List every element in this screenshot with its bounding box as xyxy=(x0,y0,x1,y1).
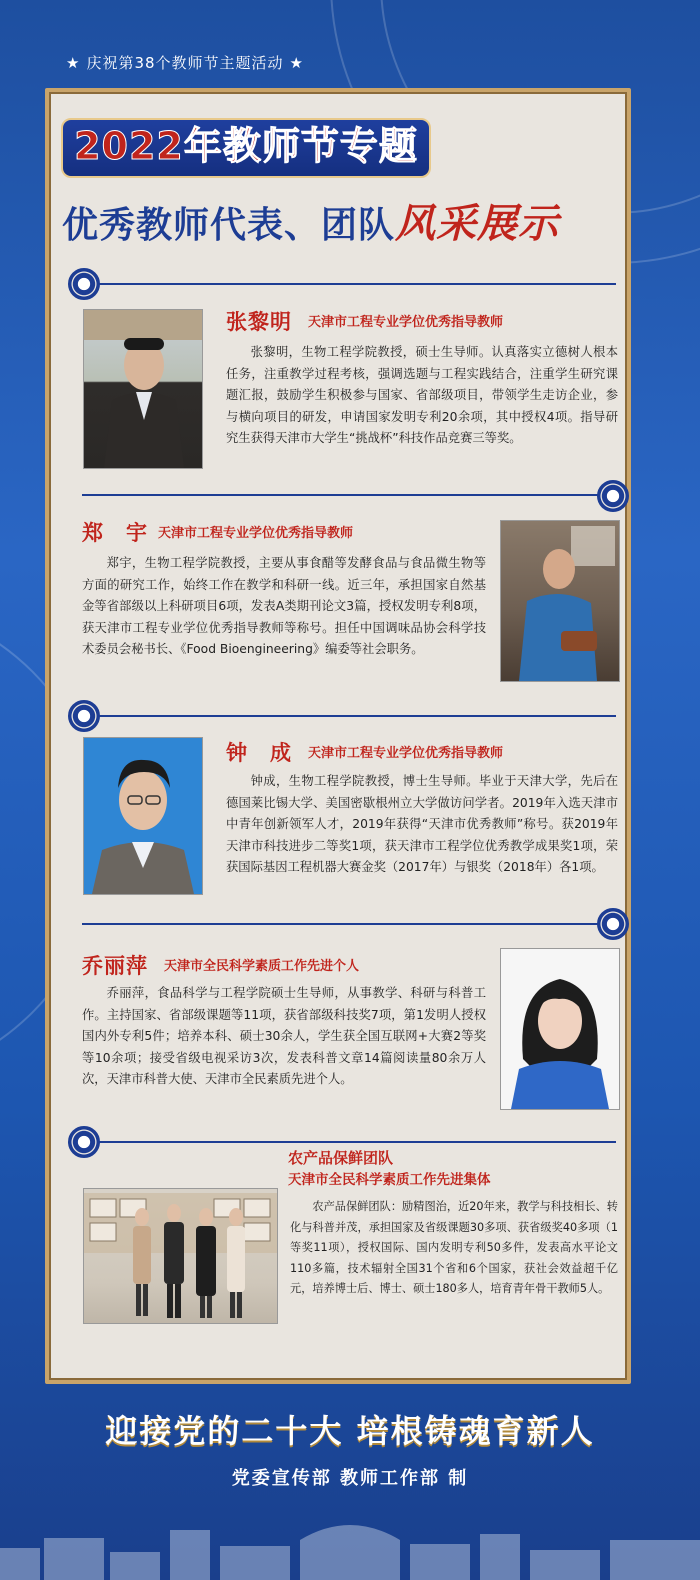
person-name: 郑 宇 xyxy=(82,521,148,545)
person-silhouette-icon xyxy=(501,521,619,681)
school-emblem-icon xyxy=(597,480,629,512)
person-name: 钟 成 xyxy=(226,741,292,765)
campus-skyline-icon xyxy=(0,1500,700,1580)
team-name: 农产品保鲜团队 xyxy=(288,1149,394,1167)
star-icon: ★ xyxy=(289,54,304,72)
team-honor: 天津市全民科学素质工作先进集体 xyxy=(288,1172,491,1188)
person-honor: 天津市工程专业学位优秀指导教师 xyxy=(158,526,354,541)
page-subtitle xyxy=(62,192,559,249)
section-divider xyxy=(82,923,600,925)
portrait-photo xyxy=(500,520,620,682)
footer-slogan: 迎接党的二十大 培根铸魂育新人 xyxy=(105,1412,595,1450)
page-title: 2022年教师节专题 xyxy=(74,124,418,168)
person-silhouette-icon xyxy=(501,949,619,1109)
person-silhouette-icon xyxy=(84,310,202,468)
team-group-icon xyxy=(84,1189,277,1323)
person-honor: 天津市全民科学素质工作先进个人 xyxy=(164,959,360,974)
person-name: 张黎明 xyxy=(226,310,292,334)
team-bio: 农产品保鲜团队：励精图治，近20年来，教学与科技相长、转化与科普并茂，承担国家及省级课题30多项、获省级奖40多项（1等奖11项），授权国际、国内发明专利50多件，发表高水平论文110多篇，技术辐射全国31个省和6个国家，获社会效益超千亿元，培养博士后、博士、硕士180多人，培育青年骨干教师5人。 xyxy=(290,1200,618,1295)
person-honor: 天津市工程专业学位优秀指导教师 xyxy=(308,746,504,761)
team-photo xyxy=(83,1188,278,1324)
portrait-photo xyxy=(83,737,203,895)
section-divider xyxy=(98,1141,616,1143)
person-honor: 天津市工程专业学位优秀指导教师 xyxy=(308,315,504,330)
banner-text: 庆祝第38个教师节主题活动 xyxy=(86,54,284,72)
person-bio: 乔丽萍，食品科学与工程学院硕士生导师，从事教学、科研与科普工作。主持国家、省部级课题等11项，获省部级科技奖7项，第1发明人授权国内外专利5件；培养本科、硕士30余人，学生获全国互联网+大赛2等奖等10余项；接受省级电视采访3次，发表科普文章14篇阅读量80余万人次，天津市科普大使、天津市全民素质先进个人。 xyxy=(82,986,486,1086)
subtitle-main: 优秀教师代表、团队 xyxy=(62,205,396,246)
school-emblem-icon xyxy=(68,1126,100,1158)
portrait-photo xyxy=(500,948,620,1110)
person-bio: 张黎明，生物工程学院教授，硕士生导师。认真落实立德树人根本任务，注重教学过程考核，强调选题与工程实践结合，注重学生研究课题汇报，鼓励学生积极参与国家、省部级项目，带领学生走访企业，参与横向项目的研发，申请国家发明专利20余项，其中授权4项。指导研究生获得天津市大学生“挑战杯”科技作品竞赛三等奖。 xyxy=(226,345,618,445)
portrait-photo xyxy=(83,309,203,469)
top-banner xyxy=(0,52,700,73)
section-divider xyxy=(82,494,600,496)
school-emblem-icon xyxy=(68,268,100,300)
footer-credit: 党委宣传部 教师工作部 制 xyxy=(231,1468,469,1489)
person-name: 乔丽萍 xyxy=(82,954,148,978)
school-emblem-icon xyxy=(68,700,100,732)
title-box xyxy=(61,118,431,178)
person-bio: 钟成，生物工程学院教授，博士生导师。毕业于天津大学，先后在德国莱比锡大学、美国密歇根州立大学做访问学者。2019年入选天津市中青年创新领军人才，2019年获得“天津市优秀教师”称号。获2019年天津市科技进步二等奖1项，获天津市工程学位优秀教学成果奖1项，荣获国际基因工程机器大赛金奖（2017年）与银奖（2018年）各1项。 xyxy=(226,774,618,874)
person-bio: 郑宇，生物工程学院教授，主要从事食醋等发酵食品与食品微生物等方面的研究工作，始终工作在教学和科研一线。近三年，承担国家自然基金等省部级以上科研项目6项，发表A类期刊论文3篇，授权发明专利8项，获天津市工程专业学位优秀指导教师等称号。担任中国调味品协会科学技术委员会秘书长、《Food Bioengineering》编委等社会职务。 xyxy=(82,556,486,656)
school-emblem-icon xyxy=(597,908,629,940)
section-divider xyxy=(98,283,616,285)
subtitle-highlight: 风采展示 xyxy=(395,201,560,247)
person-silhouette-icon xyxy=(84,738,202,894)
star-icon: ★ xyxy=(66,54,81,72)
section-divider xyxy=(98,715,616,717)
